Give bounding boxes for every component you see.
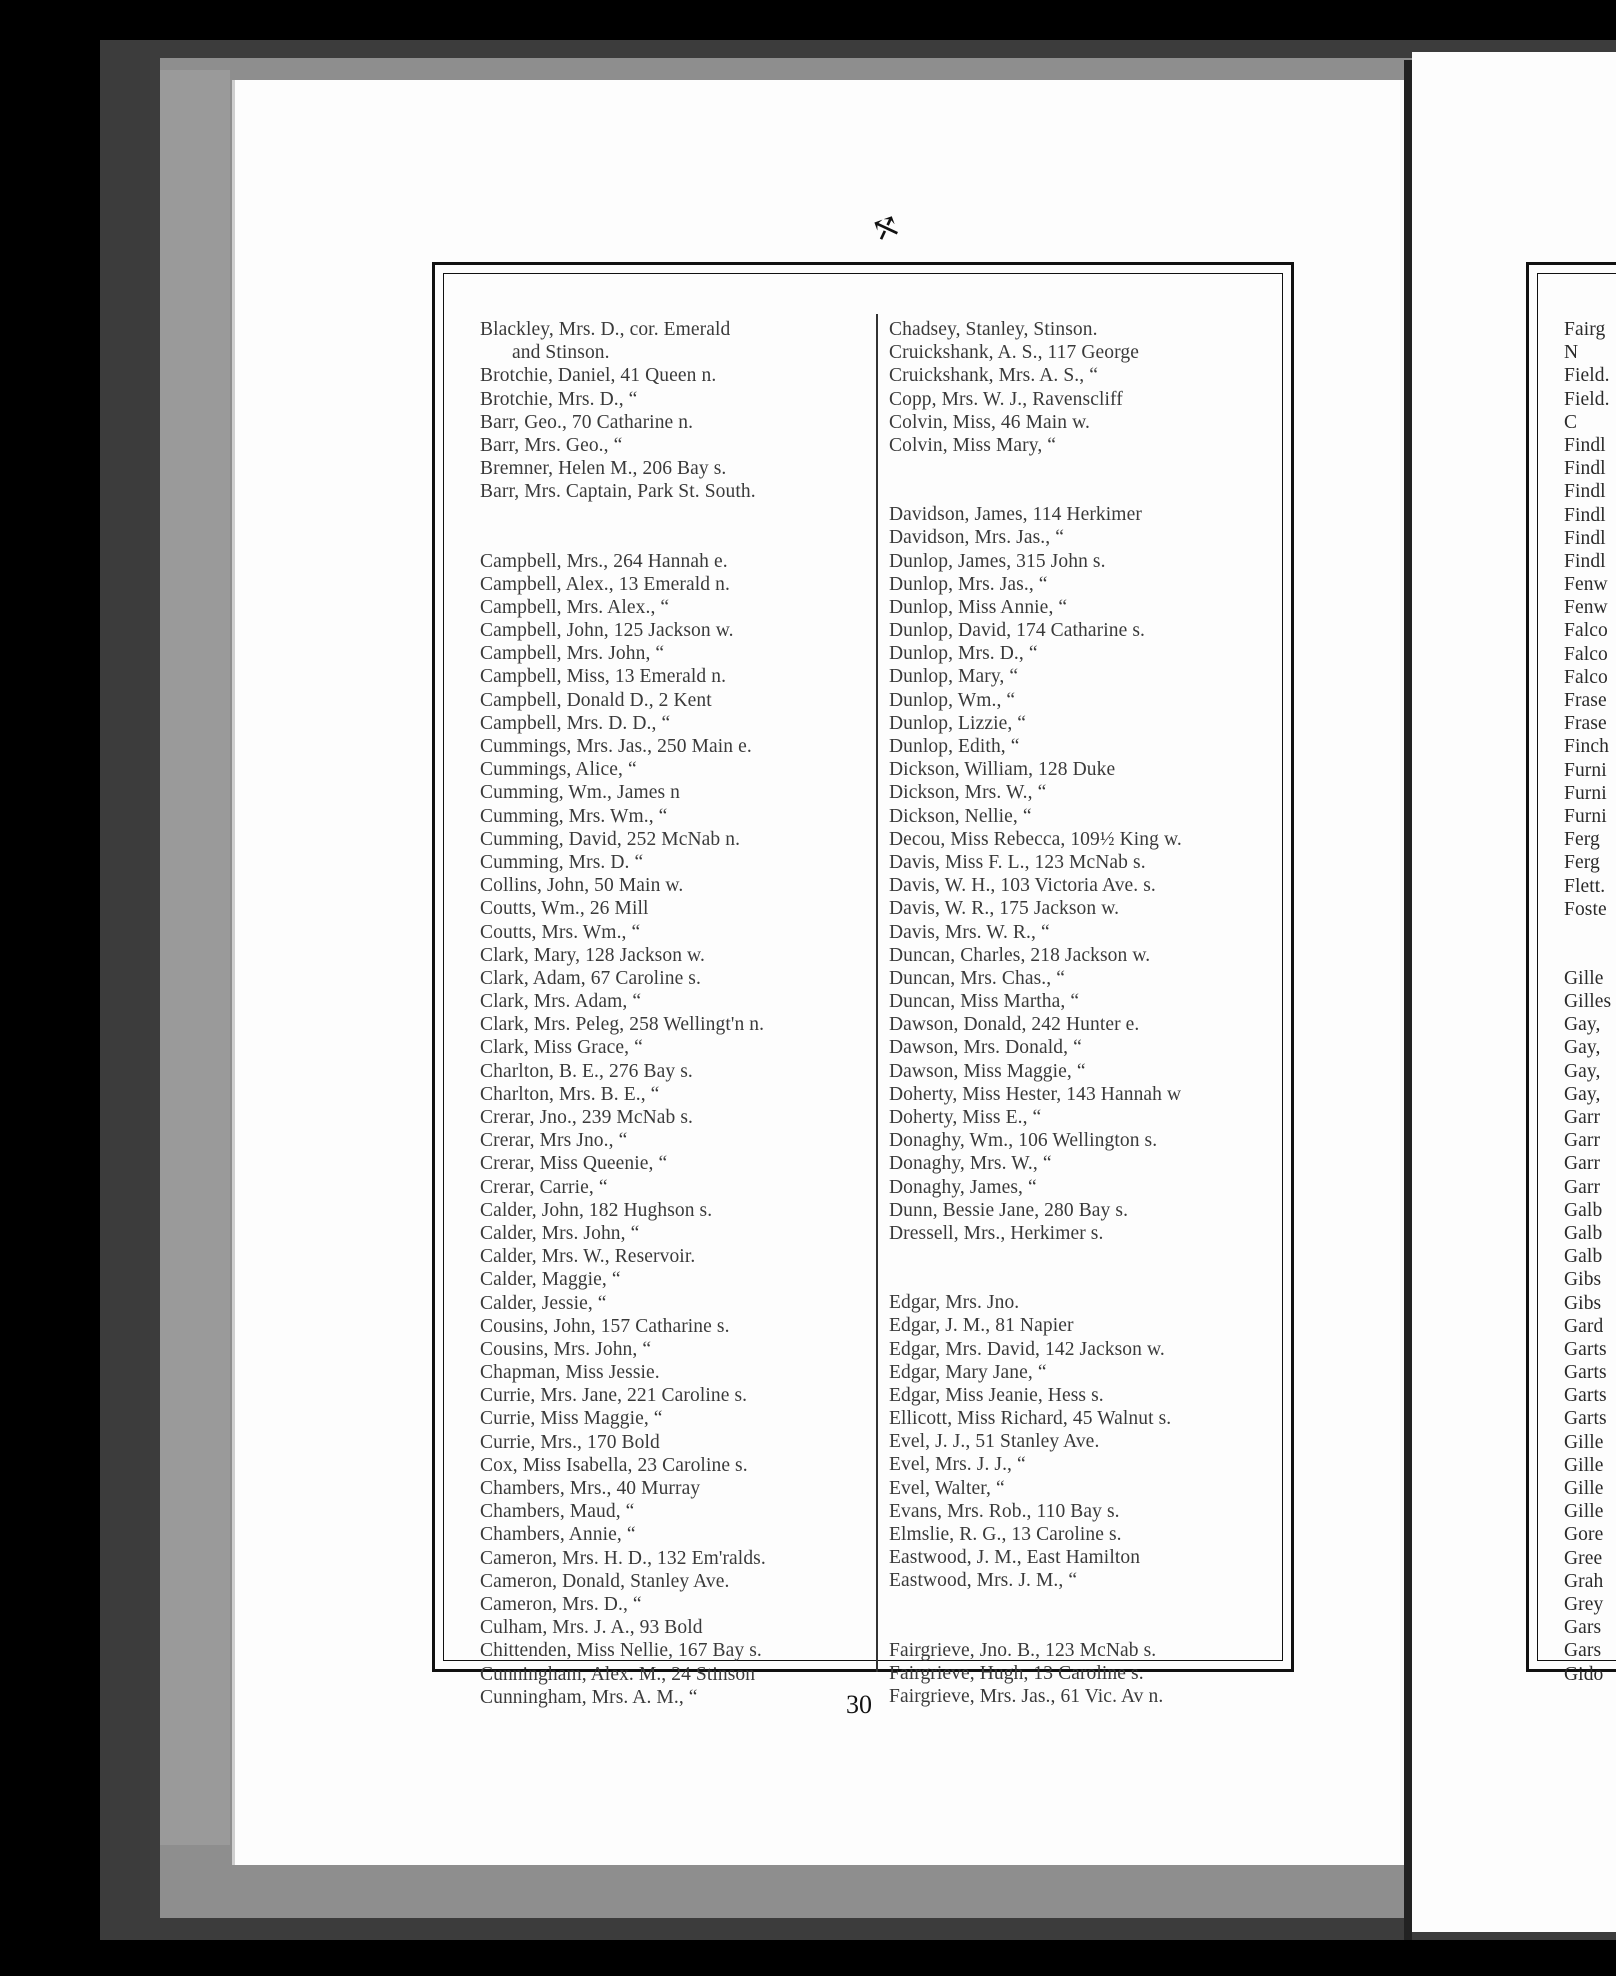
directory-entry: Campbell, Mrs. D. D., “: [480, 712, 671, 734]
directory-entry: Coutts, Mrs. Wm., “: [480, 921, 641, 943]
directory-entry: Dunlop, David, 174 Catharine s.: [889, 620, 1146, 642]
directory-entry: Gibs: [1564, 1292, 1602, 1314]
directory-entry: Gilles: [1564, 991, 1612, 1013]
section-gap: [1564, 921, 1616, 967]
directory-entry: Garts: [1564, 1385, 1607, 1407]
directory-entry: Dickson, William, 128 Duke: [889, 759, 1116, 781]
directory-entry: Charlton, B. E., 276 Bay s.: [480, 1060, 693, 1082]
directory-entry: Brotchie, Mrs. D., “: [480, 388, 638, 410]
directory-entry: Calder, Maggie, “: [480, 1269, 621, 1291]
directory-entry: Garts: [1564, 1362, 1607, 1384]
directory-entry: Gille: [1564, 1431, 1604, 1453]
directory-entry: Grey: [1564, 1593, 1604, 1615]
directory-entry: Barr, Geo., 70 Catharine n.: [480, 411, 694, 433]
directory-entry: Cousins, Mrs. John, “: [480, 1338, 652, 1360]
directory-entry: N: [1564, 342, 1579, 364]
facing-page-frame: [1526, 262, 1616, 1685]
directory-entry: Furni: [1564, 782, 1607, 804]
directory-entry: Ferg: [1564, 852, 1600, 874]
directory-entry: Dunlop, Miss Annie, “: [889, 596, 1068, 618]
directory-entry: Finch: [1564, 736, 1609, 758]
directory-entry: Barr, Mrs. Geo., “: [480, 434, 623, 456]
directory-entry: Dressell, Mrs., Herkimer s.: [889, 1222, 1104, 1244]
directory-entry: Ellicott, Miss Richard, 45 Walnut s.: [889, 1408, 1172, 1430]
directory-entry: Calder, Mrs. W., Reservoir.: [480, 1246, 696, 1268]
directory-entry: Chambers, Annie, “: [480, 1524, 636, 1546]
directory-entry: Cruickshank, A. S., 117 George: [889, 342, 1139, 364]
directory-entry: Coutts, Wm., 26 Mill: [480, 898, 649, 920]
directory-entry: Currie, Mrs. Jane, 221 Caroline s.: [480, 1385, 748, 1407]
directory-entry: Crerar, Jno., 239 McNab s.: [480, 1107, 694, 1128]
directory-entry: Gay,: [1564, 1083, 1601, 1105]
directory-entry: Gille: [1564, 1478, 1604, 1499]
directory-entry: Chapman, Miss Jessie.: [480, 1362, 660, 1384]
directory-entry: Garr: [1564, 1107, 1601, 1128]
section-gap: [889, 1245, 1259, 1291]
directory-entry: Cunningham, Mrs. A. M., “: [480, 1686, 698, 1708]
directory-entry: Cameron, Mrs. H. D., 132 Em'ralds.: [480, 1547, 766, 1569]
directory-entry: Fenw: [1564, 574, 1608, 596]
directory-entry: Dawson, Donald, 242 Hunter e.: [889, 1014, 1140, 1036]
directory-entry: Brotchie, Daniel, 41 Queen n.: [480, 365, 717, 387]
directory-entry: Gille: [1564, 967, 1604, 989]
directory-entry: Edgar, Mrs. Jno.: [889, 1292, 1020, 1314]
directory-entry: Gille: [1564, 1501, 1604, 1523]
directory-entry: Dunlop, Mrs. D., “: [889, 643, 1038, 665]
directory-entry: Colvin, Miss Mary, “: [889, 434, 1057, 456]
directory-entry: Eastwood, Mrs. J. M., “: [889, 1570, 1078, 1592]
directory-entry: Garts: [1564, 1408, 1607, 1430]
directory-entry: Fairgrieve, Jno. B., 123 McNab s.: [889, 1639, 1157, 1661]
directory-entry: Cameron, Mrs. D., “: [480, 1593, 642, 1615]
right-column: [889, 318, 1259, 1708]
directory-entry: Gree: [1564, 1547, 1603, 1569]
directory-entry: Campbell, Mrs. John, “: [480, 643, 665, 665]
directory-entry: Clark, Mrs. Peleg, 258 Wellingt'n n.: [480, 1014, 765, 1036]
directory-entry: Falco: [1564, 643, 1608, 665]
directory-entry: Dunlop, Edith, “: [889, 736, 1020, 757]
directory-entry: Campbell, Mrs., 264 Hannah e.: [480, 550, 728, 572]
directory-entry: Calder, John, 182 Hughson s.: [480, 1199, 713, 1221]
directory-entry: Duncan, Charles, 218 Jackson w.: [889, 944, 1151, 966]
directory-entry: Cruickshank, Mrs. A. S., “: [889, 365, 1098, 387]
directory-entry: Cumming, David, 252 McNab n.: [480, 828, 741, 850]
directory-entry: Chadsey, Stanley, Stinson.: [889, 319, 1098, 340]
directory-entry: Barr, Mrs. Captain, Park St. South.: [480, 481, 756, 503]
directory-entry: Clark, Miss Grace, “: [480, 1037, 643, 1059]
directory-entry: Frase: [1564, 713, 1607, 735]
directory-entry: Crerar, Miss Queenie, “: [480, 1153, 668, 1175]
directory-entry: Galb: [1564, 1246, 1603, 1268]
directory-entry: Garr: [1564, 1130, 1601, 1152]
column-divider: [876, 314, 878, 1672]
directory-entry: Garr: [1564, 1176, 1601, 1198]
directory-entry: Campbell, Donald D., 2 Kent: [480, 689, 712, 711]
directory-entry: Foste: [1564, 898, 1607, 920]
directory-entry: Edgar, J. M., 81 Napier: [889, 1315, 1074, 1337]
directory-entry: Galb: [1564, 1199, 1603, 1221]
directory-entry: Falco: [1564, 666, 1608, 688]
directory-entry: Dunlop, Wm., “: [889, 689, 1016, 711]
directory-entry: Gibs: [1564, 1269, 1602, 1291]
directory-entry: Ferg: [1564, 829, 1600, 851]
directory-entry: Grah: [1564, 1570, 1604, 1592]
left-column: [480, 318, 850, 1709]
directory-entry: Doherty, Miss E., “: [889, 1107, 1042, 1128]
directory-entry: Edgar, Mary Jane, “: [889, 1361, 1047, 1383]
directory-entry: Fenw: [1564, 597, 1608, 619]
directory-entry: Doherty, Miss Hester, 143 Hannah w: [889, 1083, 1182, 1105]
directory-entry: Garr: [1564, 1153, 1601, 1175]
directory-entry: Davis, W. H., 103 Victoria Ave. s.: [889, 875, 1156, 897]
directory-entry: Galb: [1564, 1222, 1603, 1244]
facing-page-column: [1564, 318, 1616, 1686]
directory-entry: Gay,: [1564, 1037, 1601, 1059]
directory-entry: Furni: [1564, 759, 1607, 781]
directory-entry: Field.: [1564, 388, 1610, 410]
directory-entry: Crerar, Mrs Jno., “: [480, 1130, 628, 1152]
directory-entry: Frase: [1564, 690, 1607, 711]
directory-entry: Garts: [1564, 1338, 1607, 1360]
directory-entry: Clark, Mrs. Adam, “: [480, 991, 642, 1013]
directory-entry: Falco: [1564, 620, 1608, 642]
directory-entry: Findl: [1564, 458, 1606, 480]
directory-entry: Chambers, Mrs., 40 Murray: [480, 1478, 701, 1499]
directory-entry: Currie, Mrs., 170 Bold: [480, 1431, 660, 1453]
directory-entry: Dawson, Miss Maggie, “: [889, 1060, 1086, 1082]
directory-entry: Gay,: [1564, 1014, 1601, 1036]
section-gap: [480, 504, 850, 550]
directory-entry: Findl: [1564, 481, 1606, 503]
directory-entry: Fairgrieve, Hugh, 13 Caroline s.: [889, 1662, 1144, 1684]
directory-entry: Findl: [1564, 527, 1606, 549]
directory-entry: Cumming, Mrs. Wm., “: [480, 805, 668, 827]
directory-entry: Gido: [1564, 1663, 1604, 1685]
directory-entry: Evans, Mrs. Rob., 110 Bay s.: [889, 1500, 1120, 1522]
directory-entry: Davis, W. R., 175 Jackson w.: [889, 898, 1120, 920]
directory-entry: Campbell, John, 125 Jackson w.: [480, 620, 734, 642]
directory-entry: Bremner, Helen M., 206 Bay s.: [480, 458, 727, 480]
directory-entry: Findl: [1564, 504, 1606, 526]
directory-entry: Culham, Mrs. J. A., 93 Bold: [480, 1617, 703, 1639]
directory-entry: Evel, Mrs. J. J., “: [889, 1454, 1026, 1476]
directory-entry: Gille: [1564, 1454, 1604, 1476]
directory-entry: Davis, Miss F. L., 123 McNab s.: [889, 851, 1146, 873]
directory-entry: Currie, Miss Maggie, “: [480, 1408, 663, 1430]
directory-entry: Gore: [1564, 1524, 1604, 1546]
directory-entry: Campbell, Miss, 13 Emerald n.: [480, 666, 727, 688]
directory-entry: Duncan, Mrs. Chas., “: [889, 967, 1065, 989]
directory-entry: Edgar, Mrs. David, 142 Jackson w.: [889, 1338, 1165, 1360]
directory-entry: Davidson, Mrs. Jas., “: [889, 527, 1064, 549]
directory-entry: Donaghy, Wm., 106 Wellington s.: [889, 1130, 1158, 1152]
directory-entry: Cumming, Wm., James n: [480, 782, 680, 804]
directory-entry: Furni: [1564, 805, 1607, 827]
directory-entry: Duncan, Miss Martha, “: [889, 991, 1080, 1013]
directory-entry: Cummings, Mrs. Jas., 250 Main e.: [480, 736, 752, 757]
facing-page-frame-inner: [1537, 273, 1616, 1685]
directory-entry: Chittenden, Miss Nellie, 167 Bay s.: [480, 1640, 762, 1662]
directory-entry: Dunlop, James, 315 John s.: [889, 550, 1106, 572]
directory-entry: Flett.: [1564, 875, 1606, 897]
directory-entry: Dickson, Nellie, “: [889, 805, 1032, 827]
directory-entry: Dunn, Bessie Jane, 280 Bay s.: [889, 1199, 1129, 1221]
directory-entry: Fairg: [1564, 319, 1606, 340]
directory-entry: Dickson, Mrs. W., “: [889, 782, 1047, 804]
directory-entry: Field.: [1564, 365, 1610, 387]
directory-entry: C: [1564, 411, 1578, 433]
directory-entry: Calder, Mrs. John, “: [480, 1222, 640, 1244]
directory-entry: Clark, Mary, 128 Jackson w.: [480, 944, 705, 966]
directory-entry: Decou, Miss Rebecca, 109½ King w.: [889, 828, 1182, 850]
directory-entry: Cunningham, Alex. M., 24 Stinson: [480, 1663, 756, 1685]
directory-entry: Dunlop, Mary, “: [889, 666, 1019, 688]
directory-entry: Davidson, James, 114 Herkimer: [889, 504, 1142, 526]
directory-entry: Blackley, Mrs. D., cor. Emerald: [480, 319, 731, 340]
directory-entry: Collins, John, 50 Main w.: [480, 875, 684, 897]
directory-entry: Colvin, Miss, 46 Main w.: [889, 411, 1091, 433]
directory-entry: Evel, J. J., 51 Stanley Ave.: [889, 1431, 1100, 1453]
page-number: 30: [846, 1690, 872, 1719]
directory-entry: Campbell, Alex., 13 Emerald n.: [480, 573, 730, 595]
directory-entry: Findl: [1564, 434, 1606, 456]
directory-entry: Donaghy, Mrs. W., “: [889, 1153, 1052, 1175]
directory-entry: and Stinson.: [512, 342, 610, 364]
section-gap: [889, 1593, 1259, 1639]
directory-entry: Cumming, Mrs. D. “: [480, 851, 644, 873]
directory-entry: Crerar, Carrie, “: [480, 1176, 608, 1198]
directory-entry: Eastwood, J. M., East Hamilton: [889, 1547, 1141, 1569]
directory-entry: Gars: [1564, 1617, 1602, 1639]
directory-entry: Cousins, John, 157 Catharine s.: [480, 1315, 730, 1337]
directory-entry: Gard: [1564, 1315, 1604, 1337]
directory-entry: Fairgrieve, Mrs. Jas., 61 Vic. Av n.: [889, 1685, 1164, 1707]
directory-entry: Chambers, Maud, “: [480, 1501, 635, 1523]
directory-entry: Dawson, Mrs. Donald, “: [889, 1037, 1082, 1059]
directory-entry: Calder, Jessie, “: [480, 1292, 607, 1314]
directory-entry: Charlton, Mrs. B. E., “: [480, 1083, 660, 1105]
directory-entry: Campbell, Mrs. Alex., “: [480, 596, 670, 618]
directory-entry: Copp, Mrs. W. J., Ravenscliff: [889, 388, 1123, 410]
directory-entry: Findl: [1564, 550, 1606, 572]
directory-entry: Gay,: [1564, 1060, 1601, 1082]
directory-entry: Cox, Miss Isabella, 23 Caroline s.: [480, 1454, 748, 1476]
directory-entry: Cummings, Alice, “: [480, 759, 637, 781]
directory-entry: Gars: [1564, 1640, 1602, 1662]
directory-entry: Dunlop, Lizzie, “: [889, 712, 1027, 734]
directory-entry: Evel, Walter, “: [889, 1477, 1005, 1499]
directory-entry: Clark, Adam, 67 Caroline s.: [480, 967, 701, 989]
directory-entry: Cameron, Donald, Stanley Ave.: [480, 1570, 730, 1592]
directory-entry: Donaghy, James, “: [889, 1176, 1037, 1198]
directory-entry: Dunlop, Mrs. Jas., “: [889, 573, 1048, 595]
directory-entry: Davis, Mrs. W. R., “: [889, 921, 1050, 943]
section-gap: [889, 457, 1259, 503]
book-gutter: [1404, 60, 1412, 1940]
directory-entry: Edgar, Miss Jeanie, Hess s.: [889, 1384, 1104, 1406]
pencil-mark: ⤲: [866, 206, 907, 251]
binding-strip: [160, 70, 230, 1845]
directory-entry: Elmslie, R. G., 13 Caroline s.: [889, 1524, 1122, 1545]
